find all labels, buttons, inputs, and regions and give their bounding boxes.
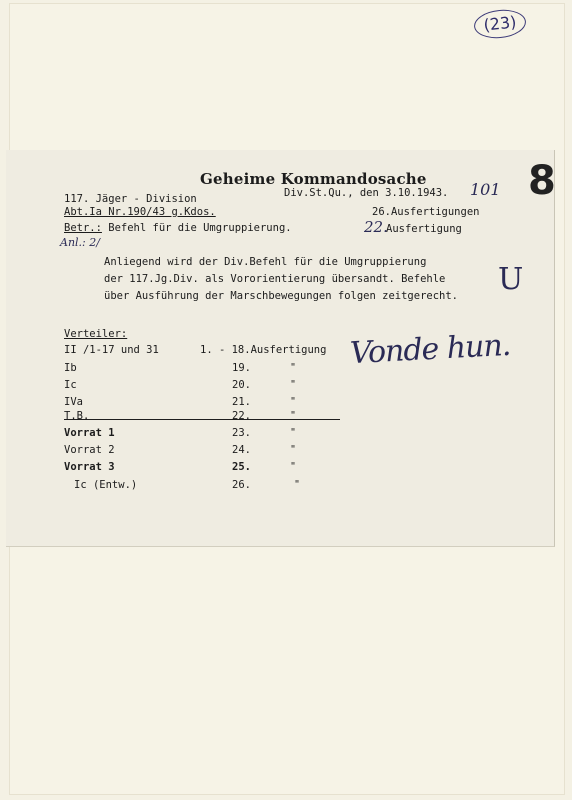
ditto-mark: " — [290, 396, 297, 407]
ditto-mark: " — [290, 427, 297, 438]
subject-text: Befehl für die Umgruppierung. — [108, 222, 292, 234]
ditto-mark: " — [290, 410, 297, 421]
distribution-recipient: Ic (Entw.) — [74, 479, 138, 491]
distribution-separator-line — [64, 419, 340, 420]
classification-heading: Geheime Kommandosache — [200, 170, 427, 188]
copies-total: 26.Ausfertigungen — [372, 206, 480, 218]
folio-number: 8 — [528, 158, 556, 204]
distribution-title: Verteiler: — [64, 328, 128, 340]
location-date: Div.St.Qu., den 3.10.1943. — [284, 187, 449, 199]
distribution-recipient: Vorrat 2 — [64, 444, 115, 456]
ditto-mark: " — [290, 362, 297, 373]
body-line-1: Anliegend wird der Div.Befehl für die Umgruppierung — [104, 256, 427, 268]
distribution-recipient: Vorrat 3 — [64, 461, 115, 473]
subject-line — [64, 222, 292, 234]
distribution-copy: 19. — [232, 362, 251, 374]
distribution-copy: 22. — [232, 410, 251, 422]
ditto-mark: " — [290, 444, 297, 455]
subject-label: Betr.: — [64, 222, 102, 234]
distribution-copy: 24. — [232, 444, 251, 456]
distribution-copy: 26. — [232, 479, 251, 491]
handwritten-ref-mark: 101 — [470, 180, 501, 199]
ditto-mark: " — [290, 461, 297, 472]
ditto-mark: " — [294, 479, 301, 490]
distribution-recipient: Ib — [64, 362, 77, 374]
unit-name: 117. Jäger - Division — [64, 193, 197, 205]
distribution-copy: 23. — [232, 427, 251, 439]
copy-number-label: Ausfertigung — [386, 223, 462, 235]
body-line-2: der 117.Jg.Div. als Vororientierung übersandt. Befehle — [104, 273, 446, 285]
distribution-recipient: T.B. — [64, 410, 90, 422]
page-number-stamp: (23) — [473, 7, 528, 40]
handwritten-copy-number: 22. — [364, 218, 388, 236]
distribution-recipient: IVa — [64, 396, 83, 408]
handwritten-signature: Vonde hun. — [349, 327, 512, 372]
handwritten-margin-mark: U — [498, 262, 524, 297]
distribution-recipient: Vorrat 1 — [64, 427, 115, 439]
distribution-recipient: II /1-17 und 31 — [64, 344, 159, 356]
distribution-copy: 21. — [232, 396, 251, 408]
distribution-copy: 1. - 18.Ausfertigung — [200, 344, 327, 356]
body-line-3: über Ausführung der Marschbewegungen folgen zeitgerecht. — [104, 290, 459, 302]
ditto-mark: " — [290, 379, 297, 390]
distribution-copy: 20. — [232, 379, 251, 391]
distribution-recipient: Ic — [64, 379, 77, 391]
handwritten-attachment: Anl.: 2/ — [60, 236, 100, 249]
reference-number: Abt.Ia Nr.190/43 g.Kdos. — [64, 206, 216, 218]
distribution-copy: 25. — [232, 461, 251, 473]
